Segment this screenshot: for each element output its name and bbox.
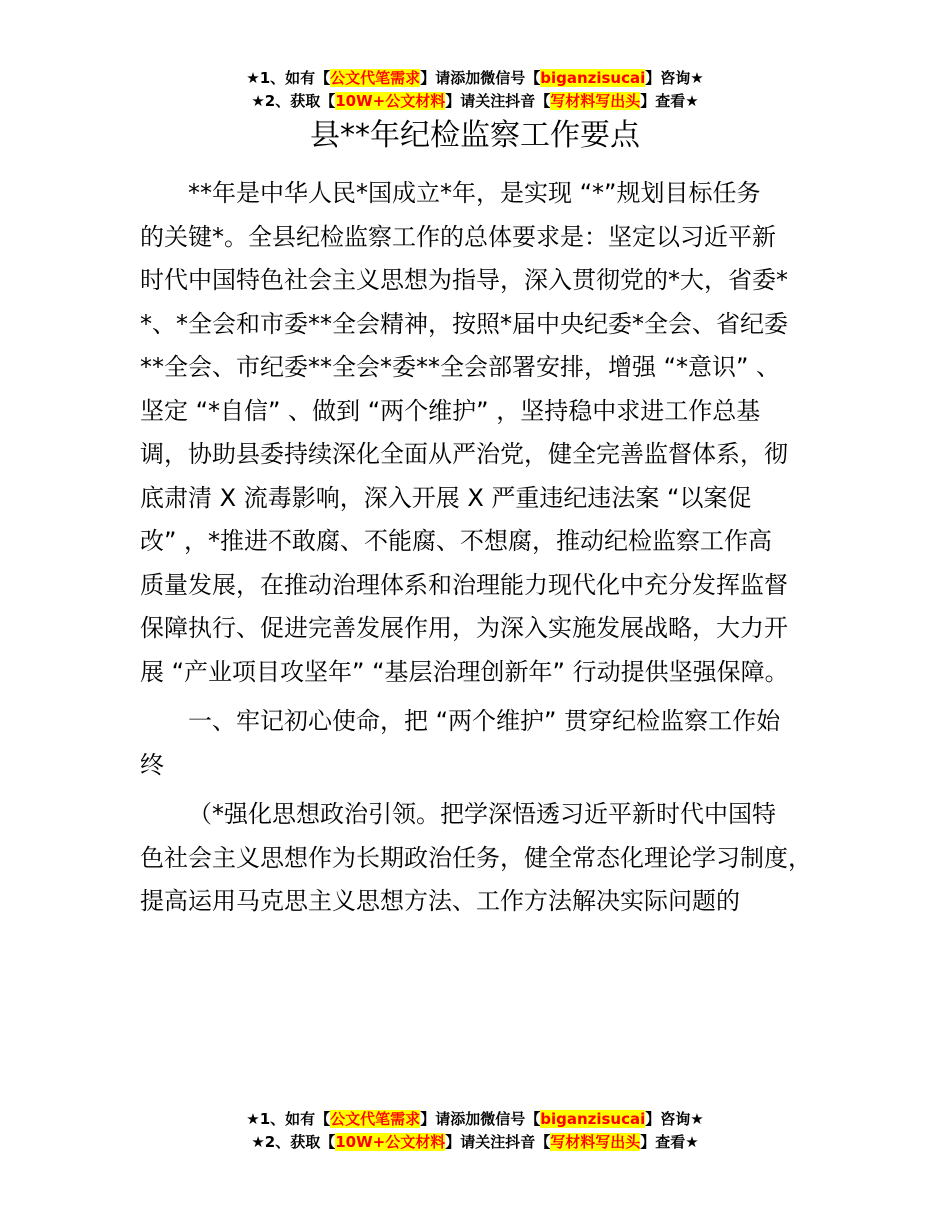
text-line: 展 “产业项目攻坚年” “基层治理创新年” 行动提供坚强保障。 — [140, 657, 789, 686]
banner-text: ★1、如有【 — [246, 69, 331, 87]
highlight-service: 公文代笔需求 — [330, 69, 421, 87]
highlight-materials: 10W+公文材料 — [335, 92, 446, 110]
text-line: 色社会主义思想作为长期政治任务，健全常态化理论学习制度， — [140, 843, 812, 872]
text-line: （*强化思想政治引领。把学深悟透习近平新时代中国特 — [188, 800, 776, 828]
highlight-materials: 10W+公文材料 — [335, 1133, 446, 1151]
text-line: 改” ，*推进不敢腐、不能腐、不想腐，推动纪检监察工作高 — [140, 527, 773, 555]
text-line: *、*全会和市委**全会精神，按照*届中央纪委*全会、省纪委 — [140, 309, 788, 338]
text-line: 时代中国特色社会主义思想为指导，深入贯彻党的*大，省委* — [140, 266, 788, 294]
header-banner — [0, 67, 950, 113]
banner-line-2 — [0, 90, 950, 113]
text-line: 坚定 “*自信” 、做到 “两个维护” ，坚持稳中求进工作总基 — [140, 396, 761, 425]
text-line: 的关键*。全县纪检监察工作的总体要求是：坚定以习近平新 — [140, 222, 776, 251]
banner-line-1 — [0, 67, 950, 90]
document-title: 县**年纪检监察工作要点 — [310, 118, 640, 153]
banner-text: 】请添加微信号【 — [420, 1110, 541, 1128]
banner-text: 】咨询★ — [645, 1110, 704, 1128]
heading-line: 一、牢记初心使命，把 “两个维护” 贯穿纪检监察工作始 — [188, 707, 781, 735]
text-line: **全会、市纪委**全会*委**全会部署安排，增强 “*意识” 、 — [140, 353, 781, 381]
text-line: 质量发展，在推动治理体系和治理能力现代化中充分发挥监督 — [140, 570, 788, 599]
banner-text: ★2、获取【 — [251, 92, 336, 110]
banner-line-1 — [0, 1108, 950, 1131]
banner-text: 】查看★ — [640, 92, 699, 110]
text-line: 提高运用马克思主义思想方法、工作方法解决实际问题的 — [140, 887, 740, 915]
paragraph-subsection-1 — [140, 793, 840, 924]
banner-text: 】请关注抖音【 — [445, 92, 551, 110]
banner-text: ★1、如有【 — [246, 1110, 331, 1128]
highlight-douyin-account: 写材料写出头 — [550, 92, 641, 110]
text-line: 保障执行、促进完善发展作用，为深入实施发展战略，大力开 — [140, 614, 788, 642]
banner-text: ★2、获取【 — [251, 1133, 336, 1151]
banner-line-2 — [0, 1131, 950, 1154]
text-line: 调，协助县委持续深化全面从严治党，健全完善监督体系，彻 — [140, 440, 788, 468]
text-line: 底肃清 X 流毒影响，深入开展 X 严重违纪违法案 “以案促 — [140, 483, 752, 512]
banner-text: 】咨询★ — [645, 69, 704, 87]
highlight-wechat-id: biganzisucai — [540, 1110, 646, 1128]
highlight-service: 公文代笔需求 — [330, 1110, 421, 1128]
paragraph-intro — [140, 172, 840, 694]
section-heading-1 — [140, 700, 840, 787]
highlight-wechat-id: biganzisucai — [540, 69, 646, 87]
banner-text: 】请关注抖音【 — [445, 1133, 551, 1151]
text-line: **年是中华人民*国成立*年，是实现 “*”规划目标任务 — [188, 179, 761, 207]
banner-text: 】查看★ — [640, 1133, 699, 1151]
document-body — [140, 172, 840, 924]
heading-line: 终 — [140, 750, 164, 779]
banner-text: 】请添加微信号【 — [420, 69, 541, 87]
highlight-douyin-account: 写材料写出头 — [550, 1133, 641, 1151]
footer-banner — [0, 1108, 950, 1154]
